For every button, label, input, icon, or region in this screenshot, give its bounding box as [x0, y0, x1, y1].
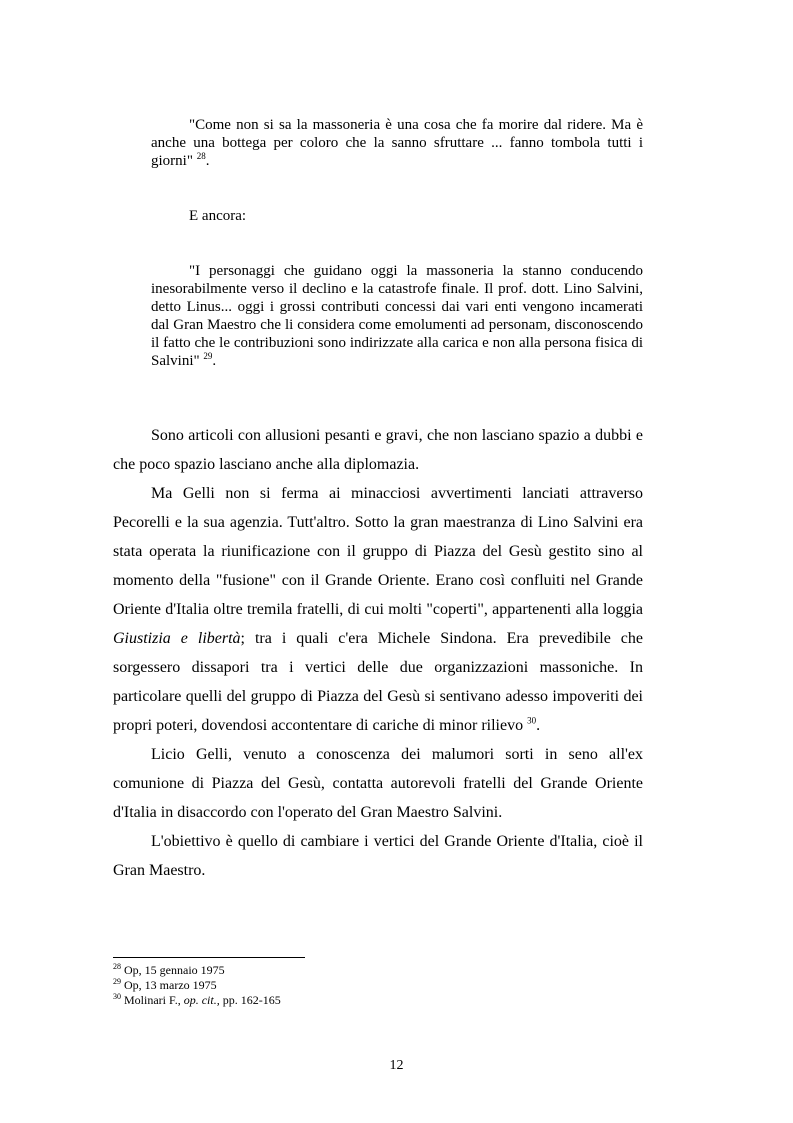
quote-2-text: "I personaggi che guidano oggi la massoneria la stanno conducendo inesorabilmente verso il declino e la catastrofe finale. Il prof. dott. Lino Salvini, detto Linus... oggi i grossi contributi concessi dai vari enti vengono incamerati dal Gran Maestro che li considera come emolumenti ad personam, disconoscendo il fatto che le contribuzioni sono indirizzate alla carica e non alla persona fisica di Salvini" — [151, 263, 643, 369]
paragraph-1: Sono articoli con allusioni pesanti e gravi, che non lasciano spazio a dubbi e che poco spazio lasciano anche alla diplomazia. — [113, 427, 643, 473]
quote-1-text: "Come non si sa la massoneria è una cosa che fa morire dal ridere. Ma è anche una bottega per coloro che la sanno sfruttare ... fanno tombola tutti i giorni" — [151, 117, 643, 169]
quote-1 — [151, 116, 643, 170]
intro-ancora — [151, 207, 643, 225]
paragraph-2-part2: ; tra i quali c'era Michele Sindona. Era prevedibile che sorgessero dissapori tra i vertici delle due organizzazioni massoniche. In particolare quelli del gruppo di Piazza del Gesù si sentivano adesso impoveriti dei propri poteri, dovendosi accontentare di cariche di minor rilievo — [113, 630, 643, 734]
quote-2-end: . — [212, 353, 217, 369]
page-number: 12 — [389, 1058, 404, 1073]
body-text — [113, 421, 643, 885]
footnote-ref-28[interactable]: 28 — [196, 151, 206, 161]
footnote-28-number: 28 — [113, 962, 121, 971]
paragraph-2-end: . — [536, 717, 541, 734]
quote-1-end: . — [205, 153, 210, 169]
paragraph-2 — [113, 479, 643, 740]
footnote-29-number: 29 — [113, 977, 121, 986]
footnote-30-number: 30 — [113, 992, 121, 1001]
footnote-28 — [113, 963, 225, 977]
paragraph-2-italic: Giustizia e libertà — [113, 630, 241, 647]
intro-ancora-text: E ancora: — [189, 208, 247, 224]
footnote-30-text: Molinari F., — [124, 993, 184, 1007]
paragraph-2-part1: Ma Gelli non si ferma ai minacciosi avvertimenti lanciati attraverso Pecorelli e la sua agenzia. Tutt'altro. Sotto la gran maestranza di Lino Salvini era stata operata la riunificazione con il gruppo di Piazza del Gesù gestito sino al momento della "fusione" con il Grande Oriente. Erano così confluiti nel Grande Oriente d'Italia oltre tremila fratelli, di cui molti "coperti", appartenenti alla loggia — [113, 485, 643, 618]
footnote-29-text: Op, 13 marzo 1975 — [124, 978, 217, 992]
footnote-ref-30[interactable]: 30 — [527, 715, 537, 726]
paragraph-4: L'obiettivo è quello di cambiare i vertici del Grande Oriente d'Italia, cioè il Gran Maestro. — [113, 833, 643, 879]
footnote-28-text: Op, 15 gennaio 1975 — [124, 963, 225, 977]
footnote-30-tail: pp. 162-165 — [219, 993, 281, 1007]
footnote-30 — [113, 993, 281, 1007]
paragraph-3: Licio Gelli, venuto a conoscenza dei malumori sorti in seno all'ex comunione di Piazza del Gesù, contatta autorevoli fratelli del Grande Oriente d'Italia in disaccordo con l'operato del Gran Maestro Salvini. — [113, 746, 643, 821]
footnote-30-italic: op. cit., — [183, 993, 220, 1007]
footnote-separator — [113, 957, 305, 958]
footnote-29 — [113, 978, 217, 992]
footnote-ref-29[interactable]: 29 — [203, 351, 213, 361]
quote-2 — [151, 262, 643, 370]
